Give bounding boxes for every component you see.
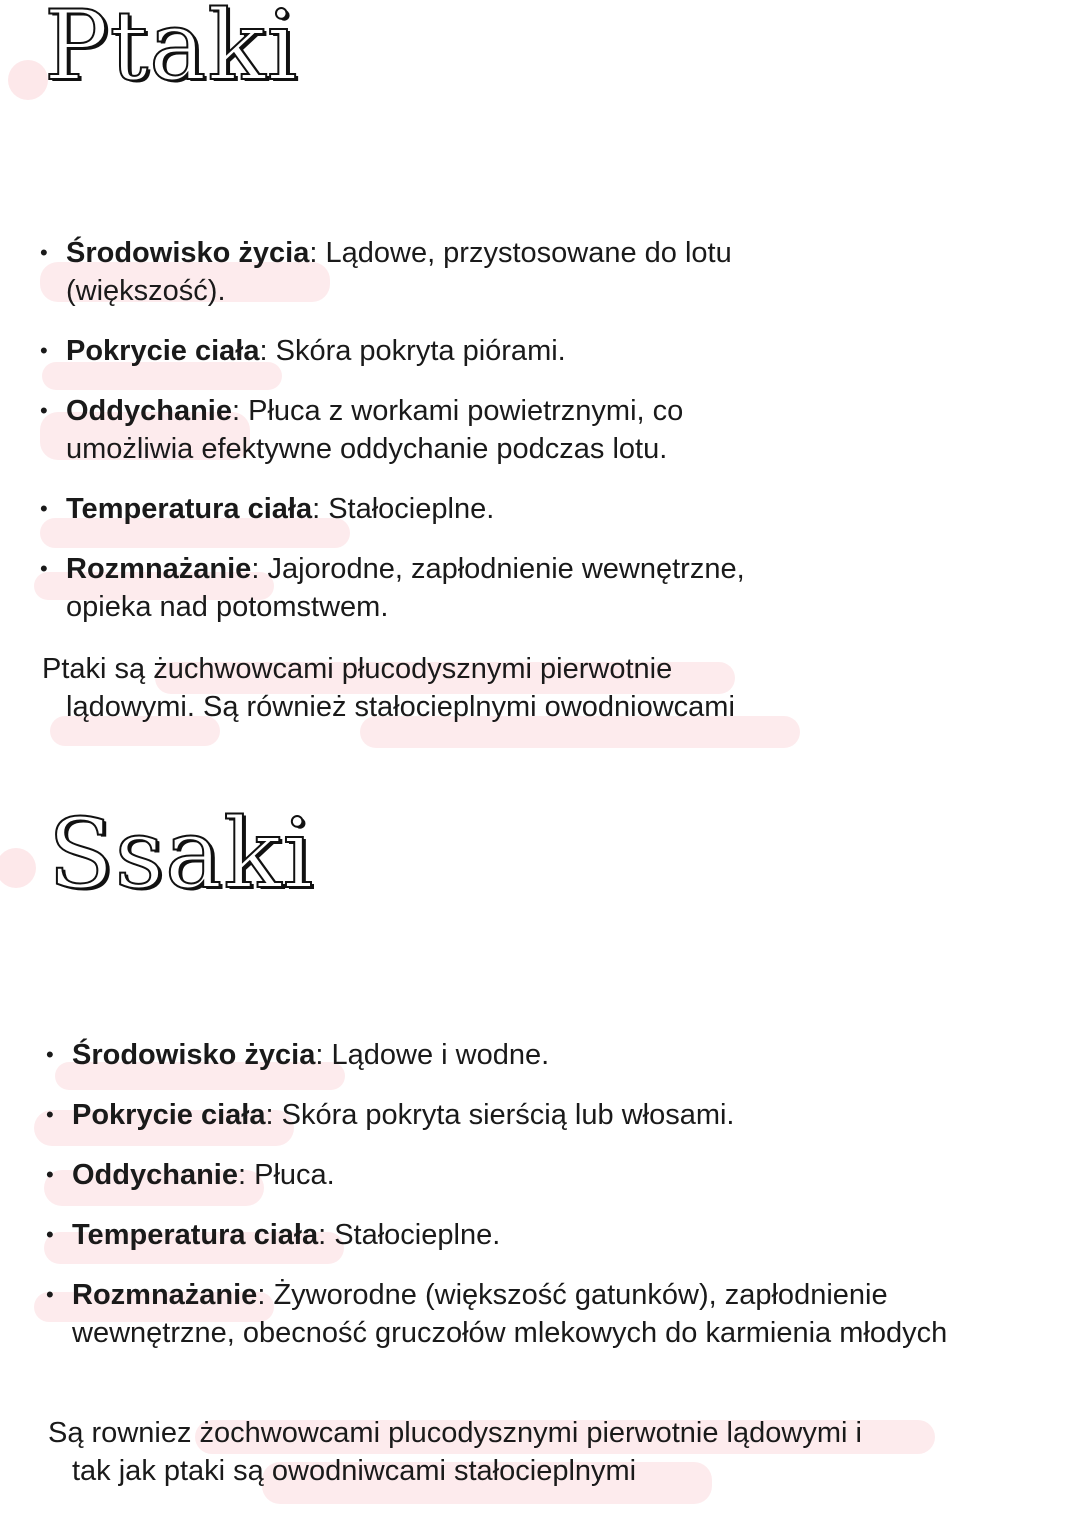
item-sep: :: [257, 1279, 274, 1311]
item-label: Środowisko życia: [66, 237, 310, 269]
item-text: Skóra pokryta piórami.: [275, 335, 566, 367]
note-line-1: Są rowniez żochwowcami plucodysznymi pierwotnie lądowymi i: [48, 1417, 862, 1449]
note-line-2: tak jak ptaki są owodniwcami stałocieplnymi: [72, 1455, 637, 1487]
item-text: Stałocieplne.: [328, 493, 495, 525]
item-label: Pokrycie ciała: [72, 1099, 266, 1131]
item-label: Oddychanie: [66, 395, 232, 427]
item-label: Pokrycie ciała: [66, 335, 260, 367]
item-sep: :: [265, 1099, 282, 1131]
item-text: Płuca z workami powietrznymi, co umożliwia efektywne oddychanie podczas lotu.: [66, 395, 684, 465]
item-text: Jajorodne, zapłodnienie wewnętrzne, opieka nad potomstwem.: [66, 553, 745, 623]
item-text: Płuca.: [254, 1159, 335, 1191]
list-item: [48, 1276, 968, 1352]
item-sep: :: [251, 553, 268, 585]
item-sep: :: [309, 237, 326, 269]
list-item: [42, 550, 802, 626]
section-title-ptaki: Ptaki: [44, 0, 299, 102]
list-item: [42, 490, 802, 528]
item-sep: :: [318, 1219, 335, 1251]
item-label: Rozmnażanie: [66, 553, 252, 585]
item-text: Lądowe, przystosowane do lotu (większość).: [66, 237, 732, 307]
item-label: Temperatura ciała: [66, 493, 313, 525]
item-sep: :: [315, 1039, 332, 1071]
note-line-1: Ptaki są żuchwowcami płucodysznymi pierwotnie: [42, 653, 673, 685]
list-item: [48, 1156, 968, 1194]
ptaki-features-list: [42, 234, 802, 648]
ptaki-summary-note: [42, 650, 842, 726]
list-item: [42, 392, 802, 468]
list-item: [42, 332, 802, 370]
item-label: Rozmnażanie: [72, 1279, 258, 1311]
item-text: Żyworodne (większość gatunków), zapłodnienie wewnętrzne, obecność gruczołów mlekowych do karmienia młodych: [72, 1279, 948, 1349]
ssaki-summary-note: [48, 1414, 1008, 1490]
section-title-ssaki: Ssaki: [48, 798, 315, 910]
item-sep: :: [232, 395, 249, 427]
item-sep: :: [238, 1159, 255, 1191]
item-text: Skóra pokryta sierścią lub włosami.: [281, 1099, 735, 1131]
list-item: [42, 234, 802, 310]
item-label: Temperatura ciała: [72, 1219, 319, 1251]
list-item: [48, 1096, 968, 1134]
item-text: Stałocieplne.: [334, 1219, 501, 1251]
item-text: Lądowe i wodne.: [331, 1039, 550, 1071]
item-label: Oddychanie: [72, 1159, 238, 1191]
item-sep: :: [312, 493, 329, 525]
item-label: Środowisko życia: [72, 1039, 316, 1071]
list-item: [48, 1036, 968, 1074]
highlight-dot: [0, 848, 36, 888]
ssaki-features-list: [48, 1036, 968, 1374]
item-sep: :: [259, 335, 276, 367]
list-item: [48, 1216, 968, 1254]
highlight-dot: [8, 60, 48, 100]
note-line-2: lądowymi. Są również stałocieplnymi owodniowcami: [66, 691, 735, 723]
